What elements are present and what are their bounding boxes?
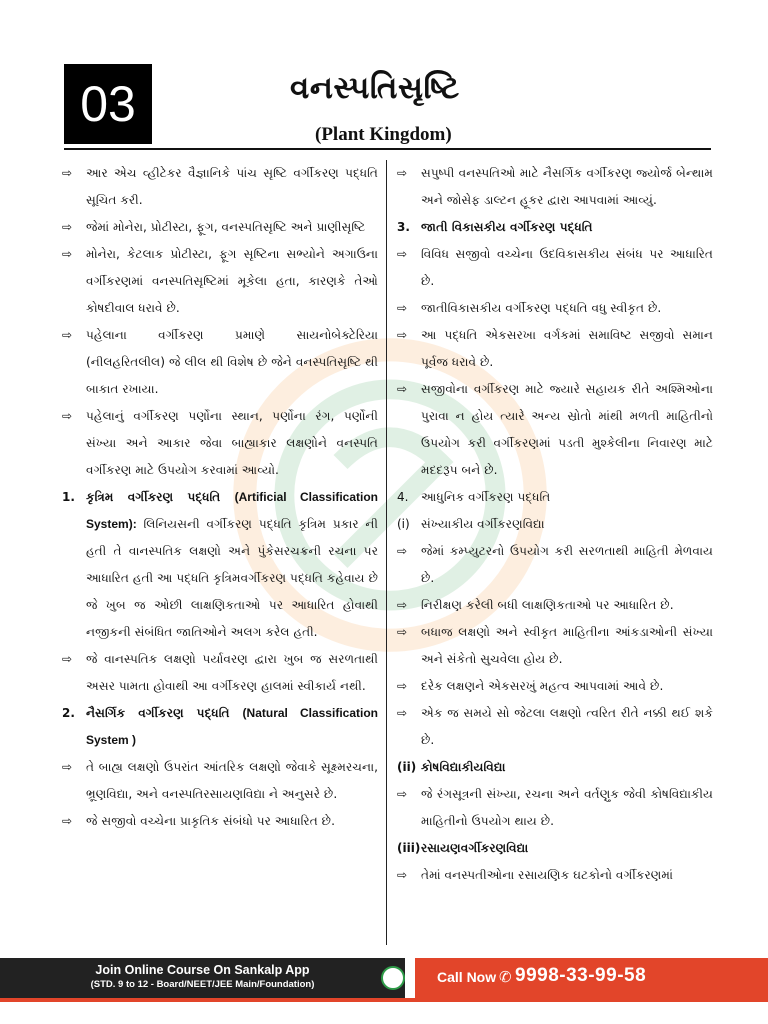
- arrow-right-icon: ⇨: [62, 220, 73, 234]
- chapter-title: વનસ્પતિસૃષ્ટિ: [290, 70, 460, 106]
- item-text: આધુનિક વર્ગીકરણ પદ્ધતિ: [421, 490, 551, 504]
- item-text: જાતીવિકાસકીય વર્ગીકરણ પદ્ધતિ વધુ સ્વીકૃત છે.: [421, 301, 662, 315]
- list-marker: (iii): [397, 841, 421, 855]
- list-item: [395, 538, 713, 592]
- arrow-right-icon: ⇨: [397, 382, 408, 396]
- item-text: બધાજ લક્ષણો અને સ્વીકૃત માહિતીના આંકડાઓની સંખ્યા અને સંકેતો સુચવેલા હોય છે.: [421, 625, 713, 666]
- arrow-right-icon: ⇨: [397, 679, 408, 693]
- list-item: [395, 484, 713, 511]
- item-text: જે સજીવો વચ્ચેના પ્રાકૃતિક સંબંધો પર આધારિત છે.: [86, 814, 335, 828]
- list-item: [60, 700, 378, 754]
- chapter-subtitle: (Plant Kingdom): [315, 124, 452, 145]
- column-divider: [386, 160, 387, 945]
- arrow-right-icon: ⇨: [397, 787, 408, 801]
- list-item: [395, 835, 713, 862]
- arrow-right-icon: ⇨: [397, 301, 408, 315]
- item-text: આ પદ્ધતિ એકસરખા વર્ગકમાં સમાવિષ્ટ સજીવો સમાન પૂર્વજ ધરાવે છે.: [421, 328, 713, 369]
- arrow-right-icon: ⇨: [62, 652, 73, 666]
- item-text: જે રંગસૂત્રની સંખ્યા, રચના અને વર્તણુક જેવી કોષવિદ્યાકીય માહિતીનો ઉપયોગ થાય છે.: [421, 787, 713, 828]
- list-item: [60, 754, 378, 808]
- list-item: [395, 592, 713, 619]
- arrow-right-icon: ⇨: [397, 247, 408, 261]
- list-item: [395, 619, 713, 673]
- arrow-right-icon: ⇨: [62, 166, 73, 180]
- list-item: [395, 295, 713, 322]
- list-item: [395, 700, 713, 754]
- list-marker: (i): [397, 517, 410, 531]
- section-heading-en: (Natural Classification System ): [86, 706, 378, 747]
- item-text: જે વાનસ્પતિક લક્ષણો પર્યાવરણ દ્વારા ખુબ જ સરળતાથી અસર પામતા હોવાથી આ વર્ગીકરણ હાલમાં સ્વીકાર્ય નથી.: [86, 652, 378, 693]
- item-text: લિનિયસની વર્ગીકરણ પદ્ધતિ કૃત્રિમ પ્રકાર ની હતી તે વાનસ્પતિક લક્ષણો અને પુંકેસરચક્રની રચના પર આધારિત હતી આ પદ્ધતિ કૃત્રિમવર્ગીકરણ પદ્ધતિ કહેવાય છે જે ખુબ જ ઓછી લાક્ષણિકતાઓ પર આધારિત હોવાથી નજીકની સંબંધિત જાતિઓને અલગ કરેલ હતી.: [86, 517, 378, 639]
- arrow-right-icon: ⇨: [62, 760, 73, 774]
- list-marker: 2.: [62, 706, 75, 720]
- chapter-number: 03: [80, 76, 136, 132]
- section-heading: રસાયણવર્ગીકરણવિદ્યા: [421, 841, 529, 855]
- call-now-label: Call Now: [437, 969, 497, 985]
- list-item: [60, 484, 378, 646]
- list-item: [60, 214, 378, 241]
- footer-call-box[interactable]: [415, 958, 768, 998]
- phone-number[interactable]: 9998-33-99-58: [515, 965, 647, 986]
- chapter-number-box: [64, 64, 152, 144]
- list-item: [395, 322, 713, 376]
- item-text: આર એચ વ્હીટેકર વૈજ્ઞાનિકે પાંચ સૃષ્ટિ વર્ગીકરણ પદ્ધતિ સૂચિત કરી.: [86, 166, 378, 207]
- footer-promo-line1: Join Online Course On Sankalp App: [95, 963, 310, 977]
- arrow-right-icon: ⇨: [397, 328, 408, 342]
- list-item: [60, 322, 378, 403]
- list-item: [395, 160, 713, 214]
- list-marker: 4.: [397, 490, 409, 504]
- list-item: [395, 241, 713, 295]
- arrow-right-icon: ⇨: [62, 247, 73, 261]
- arrow-right-icon: ⇨: [397, 544, 408, 558]
- item-text: મોનેરા, કેટલાક પ્રોટીસ્ટા, ફૂગ સૃષ્ટિના સભ્યોને અગાઉના વર્ગીકરણમાં વનસ્પતિસૃષ્ટિમાં મૂકેલા હતા, કારણકે તેઓ કોષદીવાલ ધરાવે છે.: [86, 247, 378, 315]
- item-text: પહેલાનું વર્ગીકરણ પર્ણોના સ્થાન, પર્ણોના રંગ, પર્ણોની સંખ્યા અને આકાર જેવા બાહ્યાકાર લક્ષણોને વનસ્પતિ વર્ગીકરણ માટે ઉપયોગ કરવામાં આવ્યો.: [86, 409, 378, 477]
- item-text: સજીવોના વર્ગીકરણ માટે જ્યારે સહાયક રીતે અશ્મિઓના પુરાવા ન હોય ત્યારે અન્ય સ્રોતો માંથી મળતી માહિતીનો ઉપયોગ કરી વર્ગીકરણમાં પડતી મુશ્કેલીના નિવારણ માટે મદદરૂપ બને છે.: [421, 382, 713, 477]
- list-marker: 1.: [62, 490, 75, 504]
- list-item: [60, 241, 378, 322]
- arrow-right-icon: ⇨: [397, 598, 408, 612]
- section-heading: જાતી વિકાસકીય વર્ગીકરણ પદ્ધતિ: [421, 220, 593, 234]
- item-text: પહેલાના વર્ગીકરણ પ્રમાણે સાયનોબેક્ટેરિયા (નીલહરિતલીલ) જે લીલ થી વિશેષ છે જેને વનસ્પતિસૃષ્ટિ થી બાકાત રખાયા.: [86, 328, 378, 396]
- list-item: [395, 781, 713, 835]
- arrow-right-icon: ⇨: [397, 868, 408, 882]
- section-heading: કોષવિદ્યાકીયવિદ્યા: [421, 760, 506, 774]
- phone-icon: ✆: [499, 968, 512, 986]
- list-marker: 3.: [397, 220, 410, 234]
- section-heading-en: (Artificial Classification System):: [86, 490, 378, 531]
- item-text: જેમાં કમ્પ્યુટરનો ઉપયોગ કરી સરળતાથી માહિતી મેળવાય છે.: [421, 544, 713, 585]
- list-item: [395, 673, 713, 700]
- list-item: [395, 754, 713, 781]
- footer-stripe: [0, 998, 768, 1002]
- list-item: [395, 511, 713, 538]
- list-item: [395, 214, 713, 241]
- item-text: તે બાહ્ય લક્ષણો ઉપરાંત આંતરિક લક્ષણો જેવાકે સૂક્ષ્મરચના, ભ્રૂણવિદ્યા, અને વનસ્પતિરસાયણવિદ્યા ને અનુસરે છે.: [86, 760, 378, 801]
- item-text: દરેક લક્ષણને એકસરખું મહત્વ આપવામાં આવે છે.: [421, 679, 664, 693]
- section-heading: કૃત્રિમ વર્ગીકરણ પદ્ધતિ: [86, 490, 235, 504]
- list-item: [395, 862, 713, 889]
- list-item: [60, 808, 378, 835]
- section-heading: નૈસર્ગિક વર્ગીકરણ પદ્ધતિ: [86, 706, 243, 720]
- footer-banner: [0, 958, 768, 998]
- item-text: એક જ સમયે સો જેટલા લક્ષણો ત્વરિત રીતે નક્કી થઈ શકે છે.: [421, 706, 713, 747]
- list-item: [60, 160, 378, 214]
- arrow-right-icon: ⇨: [62, 409, 73, 423]
- item-text: વિવિધ સજીવો વચ્ચેના ઉદવિકાસકીય સંબંધ પર આધારિત છે.: [421, 247, 713, 288]
- title-divider: [64, 148, 711, 150]
- list-item: [395, 376, 713, 484]
- item-text: જેમાં મોનેરા, પ્રોટીસ્ટા, ફૂગ, વનસ્પતિસૃષ્ટિ અને પ્રાણીસૃષ્ટિ: [86, 220, 366, 234]
- item-text: તેમાં વનસ્પતીઓના રસાયણિક ઘટકોનો વર્ગીકરણમાં: [421, 868, 673, 882]
- list-item: [60, 646, 378, 700]
- left-column: [60, 160, 378, 835]
- right-column: [395, 160, 713, 889]
- sankalp-logo-icon: [381, 966, 405, 990]
- arrow-right-icon: ⇨: [397, 625, 408, 639]
- footer-course-promo[interactable]: [0, 958, 405, 998]
- item-text: સપુષ્પી વનસ્પતિઓ માટે નૈસર્ગિક વર્ગીકરણ જ્યોર્જ બેન્થામ અને જોસેફ ડાલ્ટન હૂકર દ્વારા આપવામાં આવ્યું.: [421, 166, 713, 207]
- arrow-right-icon: ⇨: [397, 166, 408, 180]
- arrow-right-icon: ⇨: [62, 328, 73, 342]
- item-text: સંખ્યાકીય વર્ગીકરણવિદ્યા: [421, 517, 545, 531]
- list-marker: (ii): [397, 760, 417, 774]
- list-item: [60, 403, 378, 484]
- arrow-right-icon: ⇨: [397, 706, 408, 720]
- arrow-right-icon: ⇨: [62, 814, 73, 828]
- footer-promo-line2: (STD. 9 to 12 - Board/NEET/JEE Main/Foundation): [90, 979, 315, 990]
- item-text: નિરીક્ષણ કરેલી બધી લાક્ષણિકતાઓ પર આધારિત છે.: [421, 598, 674, 612]
